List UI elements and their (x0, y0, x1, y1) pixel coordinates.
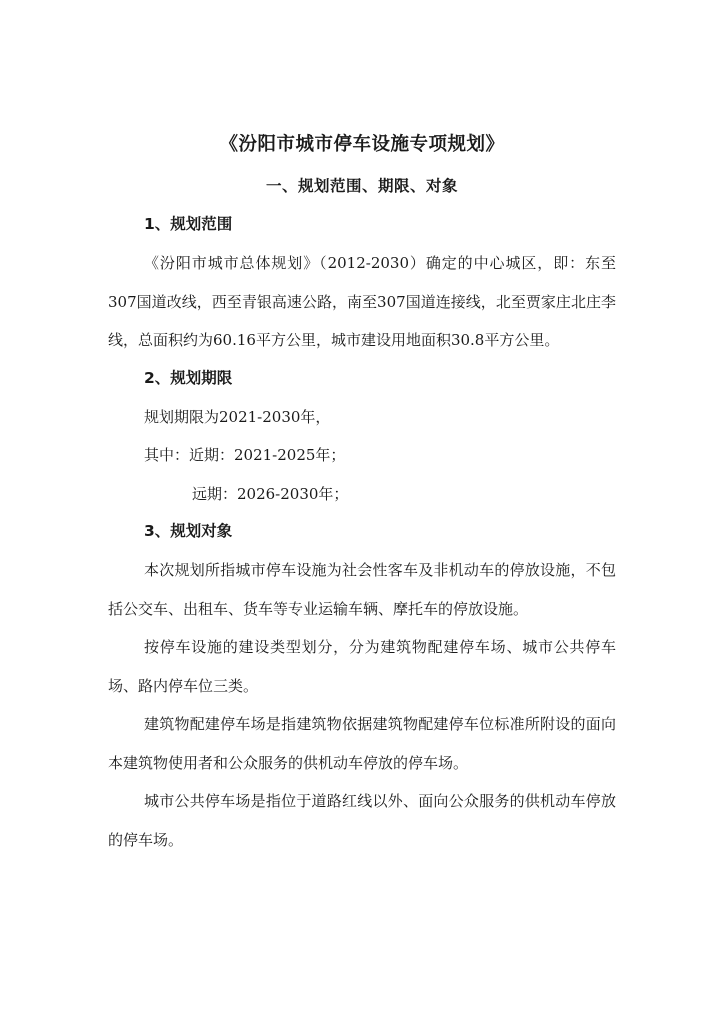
period-line-total: 规划期限为2021-2030年， (144, 407, 331, 426)
paragraph-building-parking: 建筑物配建停车场是指建筑物依据建筑物配建停车位标准所附设的面向本建筑物使用者和公众服务的供机动车停放的停车场。 (108, 715, 616, 772)
period-line-far: 远期：2026-2030年； (192, 484, 349, 503)
period-line-near: 其中：近期：2021-2025年； (144, 446, 346, 464)
document-title: 《汾阳市城市停车设施专项规划》 (219, 134, 505, 155)
section-heading-scope: 1、规划范围 (144, 215, 233, 233)
paragraph-public-parking: 城市公共停车场是指位于道路红线以外、面向公众服务的供机动车停放的停车场。 (108, 792, 616, 849)
section-heading-object: 3、规划对象 (144, 522, 233, 540)
chapter-heading: 一、规划范围、期限、对象 (265, 177, 458, 195)
document-page (108, 128, 616, 859)
paragraph-scope: 《汾阳市城市总体规划》（2012-2030）确定的中心城区，即：东至307国道改线，西至青银高速公路，南至307国道连接线，北至贾家庄北庄李线，总面积约为60.16平方公里，城市建设用地面积30.8平方公里。 (108, 254, 616, 349)
paragraph-object-classification: 按停车设施的建设类型划分，分为建筑物配建停车场、城市公共停车场、路内停车位三类。 (108, 638, 616, 695)
section-heading-period: 2、规划期限 (144, 368, 233, 387)
paragraph-object-definition: 本次规划所指城市停车设施为社会性客车及非机动车的停放设施，不包括公交车、出租车、货车等专业运输车辆、摩托车的停放设施。 (108, 561, 616, 618)
